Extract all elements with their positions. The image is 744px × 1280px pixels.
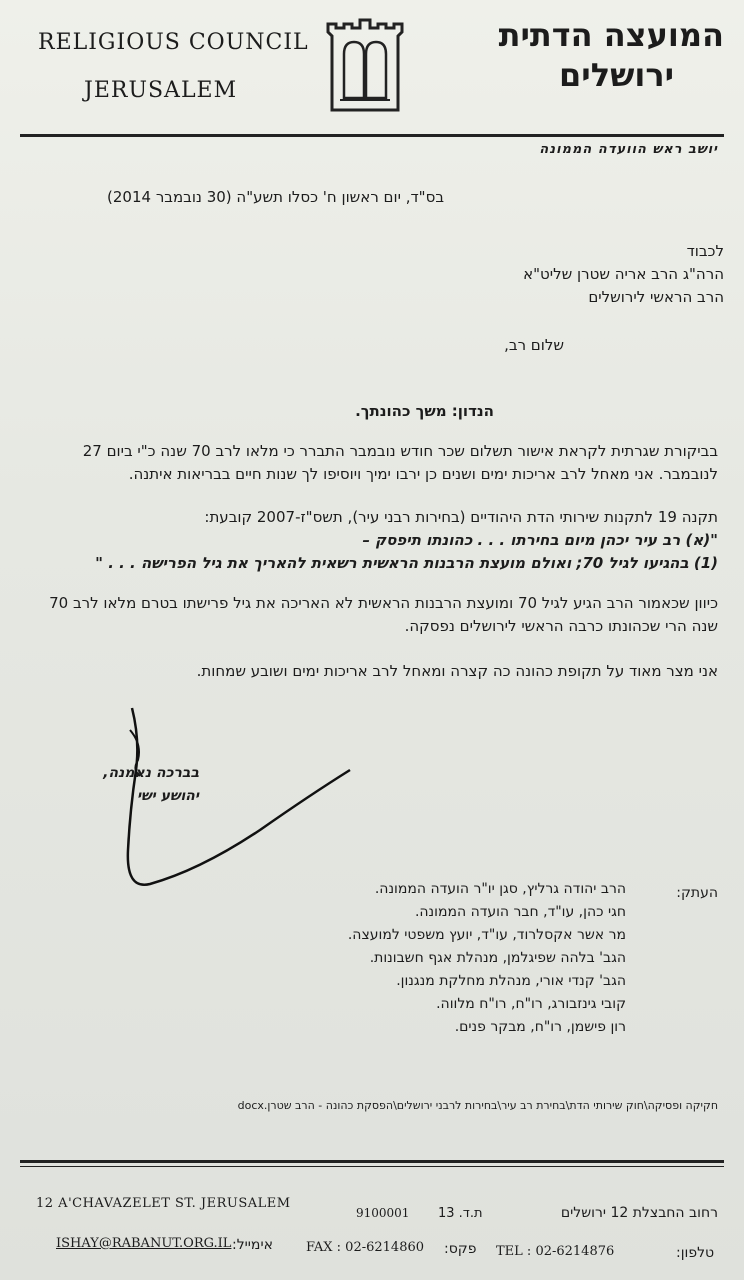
paragraph xyxy=(18,440,718,486)
signer-name: יהושע ישי xyxy=(137,788,199,804)
quote-line: (1) בהגיעו לגיל 70; ואולם מועצת הרבנות הראשית רשאית להאריך את גיל הפרישה . . . " xyxy=(95,554,718,572)
footer-divider-thin xyxy=(20,1166,724,1167)
closing-paragraph: אני מצר מאוד על תקופת כהונה כה קצרה ומאחל לרב אריכות ימים ושובע שמחות. xyxy=(196,662,718,680)
letter-date: בס"ד, יום ראשון ח' כסלו תשע"ה (30 נובמבר 2014) xyxy=(107,188,444,206)
paragraph-line: בביקורת שגרתית לקראת אישור תשלום שכר חודש נובמבר התברר כי מלאו לרב 70 שנה כ"י ביום 27 xyxy=(82,442,718,460)
footer-divider xyxy=(20,1160,724,1163)
recipient-line: הרה"ג הרב אריה שטרן שליט"א xyxy=(523,265,724,283)
footer-fax-label: פקס: xyxy=(444,1241,477,1257)
footer-tel-label: טלפון: xyxy=(676,1245,715,1261)
recipient-line: לכבוד xyxy=(686,242,724,260)
file-path: חקיקה ופסיקה\חוק שירותי הדת\בחירת רב עיר\בחירות לרבני ירושלים\הפסקת כהונה - הרב שטרן.docx xyxy=(237,1099,718,1112)
regulation-quote xyxy=(18,506,718,575)
cc-list xyxy=(348,878,626,1039)
cc-item: הגב' קנדי אורי, מנהלת מחלקת מנגנון. xyxy=(396,973,626,989)
footer-email-label: אימייל: xyxy=(232,1237,273,1253)
recipient-block xyxy=(523,240,724,309)
footer-zip: 9100001 xyxy=(356,1206,410,1220)
footer-address-en: 12 A'CHAVAZELET ST. JERUSALEM xyxy=(36,1196,291,1211)
footer-pobox: ת.ד. 13 xyxy=(438,1206,483,1221)
recipient-line: הרב הראשי לירושלים xyxy=(588,288,724,306)
org-city-he: ירושלים xyxy=(559,56,674,94)
subject-line: הנדון: משך כהונתך. xyxy=(355,402,494,420)
header-divider xyxy=(20,134,724,137)
cc-label: העתק: xyxy=(676,885,718,901)
greeting: שלום רב, xyxy=(504,336,564,354)
paragraph xyxy=(18,592,718,638)
org-name-he: המועצה הדתית xyxy=(498,16,724,54)
signature-block xyxy=(103,762,199,808)
chair-title: יושב ראש הוועדה הממונה xyxy=(539,142,718,157)
paragraph-line: שנה הרי שכהונתו כרבה הראשי לירושלים נפסקה. xyxy=(404,617,718,635)
footer-email-link[interactable]: ISHAY@RABANUT.ORG.IL xyxy=(56,1236,232,1251)
quote-line: "(א) רב עיר יכהן מיום בחירתו . . . כהונתו תיפסק – xyxy=(362,531,718,549)
cc-item: חגי כהן, עו"ד, חבר הועדה הממונה. xyxy=(414,904,626,920)
org-city-en: JERUSALEM xyxy=(84,78,238,103)
cc-item: רון פישמן, רו"ח, מבקר פנים. xyxy=(454,1019,626,1035)
paragraph-line: לנובמבר. אני מאחל לרב אריכות ימים ושנים כן ירבו ימיך ויוסיפו לך שנות חיים בבריאות איתנה. xyxy=(128,465,718,483)
council-logo xyxy=(322,14,408,114)
cc-item: קובי גינזבורג, רו"ח, רו"ח מלווה. xyxy=(436,996,626,1012)
footer-tel: TEL : 02-6214876 xyxy=(496,1244,615,1259)
footer-address-he: רחוב החבצלת 12 ירושלים xyxy=(560,1205,718,1221)
cc-item: מר אשר אקסלרוד, עו"ד, יועץ משפטי למועצה. xyxy=(347,927,626,943)
paragraph-line: תקנה 19 לתקנות שירותי הדת היהודיים (בחירות רבני עיר), תשס"ז-2007 קובעת: xyxy=(204,508,718,526)
cc-item: הגב' בלהה שפיגלמן, מנהלת אגף חשבונות. xyxy=(369,950,626,966)
closing-phrase: בברכה נאמנה, xyxy=(103,765,199,781)
footer-fax: FAX : 02-6214860 xyxy=(306,1240,425,1255)
paragraph-line: כיוון שכאמור הרב הגיע לגיל 70 ומועצת הרבנות הראשית לא האריכה את גיל פרישתו בטרם מלאו לרב 70 xyxy=(49,594,718,612)
cc-item: הרב יהודה גרליץ, סגן יו"ר הועדה הממונה. xyxy=(374,881,626,897)
org-name-en: RELIGIOUS COUNCIL xyxy=(38,30,309,55)
